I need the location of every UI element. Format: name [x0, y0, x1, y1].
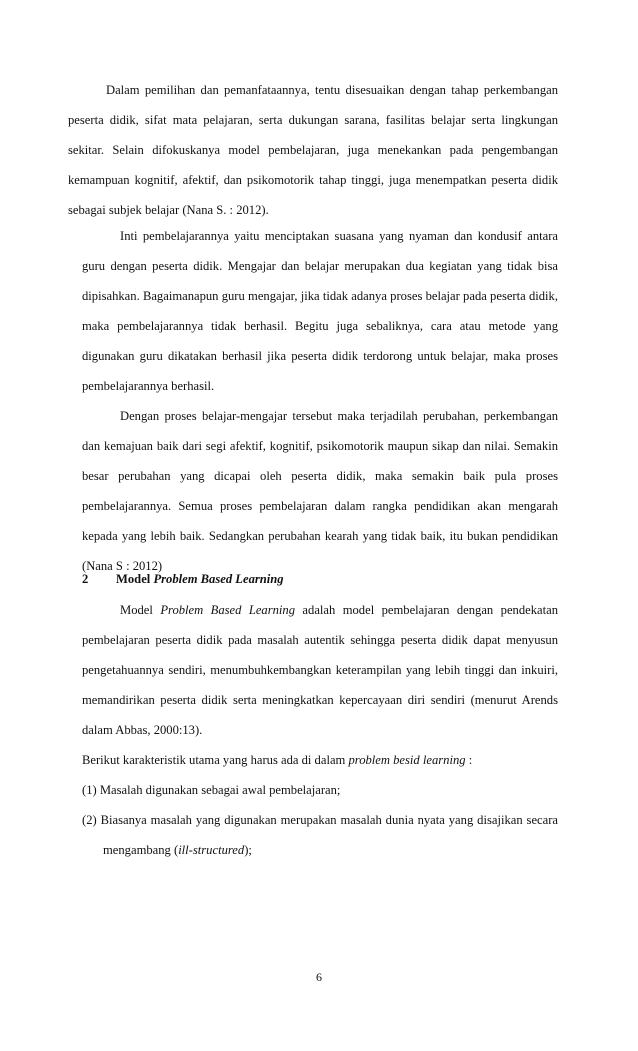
paragraph-1: Dalam pemilihan dan pemanfataannya, tentu disesuaikan dengan tahap perkembangan peserta didik, sifat mata pelajaran, serta dukungan sarana, fasilitas belajar serta lingkungan sekitar. Selain difokuskanya model pembelajaran, juga menekankan pada pengembangan kemampuan kognitif, afektif, dan psikomotorik tahap tinggi, juga menempatkan peserta didik sebagai subjek belajar (Nana S. : 2012). [68, 83, 558, 217]
section-title-plain: Model [116, 572, 154, 586]
paragraph-2: Inti pembelajarannya yaitu menciptakan suasana yang nyaman dan kondusif antara guru dengan peserta didik. Mengajar dan belajar merupakan dua kegiatan yang tidak bisa dipisahkan. Bagaimanapun guru mengajar, jika tidak adanya proses belajar pada peserta didik, maka pembelajarannya tidak berhasil. Begitu juga sebaliknya, cara atau metode yang digunakan guru dikatakan berhasil jika peserta didik terdorong untuk belajar, maka proses pembelajarannya berhasil. [82, 229, 558, 393]
paragraph-4 [82, 595, 558, 745]
list-item-2 [82, 805, 558, 865]
list-item-2-start: (2) Biasanya masalah yang digunakan merupakan masalah dunia nyata yang disajikan secara mengambang ( [82, 813, 558, 857]
text-block-middle [82, 221, 558, 581]
paragraph-4-italic: Problem Based Learning [160, 603, 296, 617]
section-title-italic: Problem Based Learning [153, 572, 284, 586]
paragraph-4-start: Model [120, 603, 161, 617]
paragraph-5-start: Berikut karakteristik utama yang harus ada di dalam [82, 753, 349, 767]
text-block-lower [82, 595, 558, 865]
paragraph-3: Dengan proses belajar-mengajar tersebut maka terjadilah perubahan, perkembangan dan kemajuan baik dari segi afektif, kognitif, psikomotorik maupun sikap dan nilai. Semakin besar perubahan yang dicapai oleh peserta didik, maka semakin baik pula proses pembelajarannya. Semua proses pembelajaran dalam rangka pendidikan akan mengarah kepada yang lebih baik. Sedangkan perubahan kearah yang tidak baik, itu bukan pendidikan (Nana S : 2012) [82, 409, 558, 573]
section-number: 2 [82, 572, 89, 586]
list-item-2-end: ); [244, 843, 252, 857]
list-item-2-italic: ill-structured [178, 843, 245, 857]
paragraph-5-italic: problem besid learning [348, 753, 466, 767]
text-block-upper [68, 75, 558, 225]
page-number: 6 [316, 970, 322, 984]
section-heading [82, 569, 284, 589]
list-item-1: (1) Masalah digunakan sebagai awal pembelajaran; [82, 783, 341, 797]
paragraph-5 [82, 745, 558, 775]
paragraph-5-end: : [465, 753, 473, 767]
paragraph-4-rest: adalah model pembelajaran dengan pendekatan pembelajaran peserta didik pada masalah autentik sehingga peserta didik dapat menyusun pengetahuannya sendiri, menumbuhkembangkan keterampilan yang lebih tinggi dan inkuiri, memandirikan peserta didik serta meningkatkan kepercayaan diri sendiri (menurut Arends dalam Abbas, 2000:13). [82, 603, 558, 737]
